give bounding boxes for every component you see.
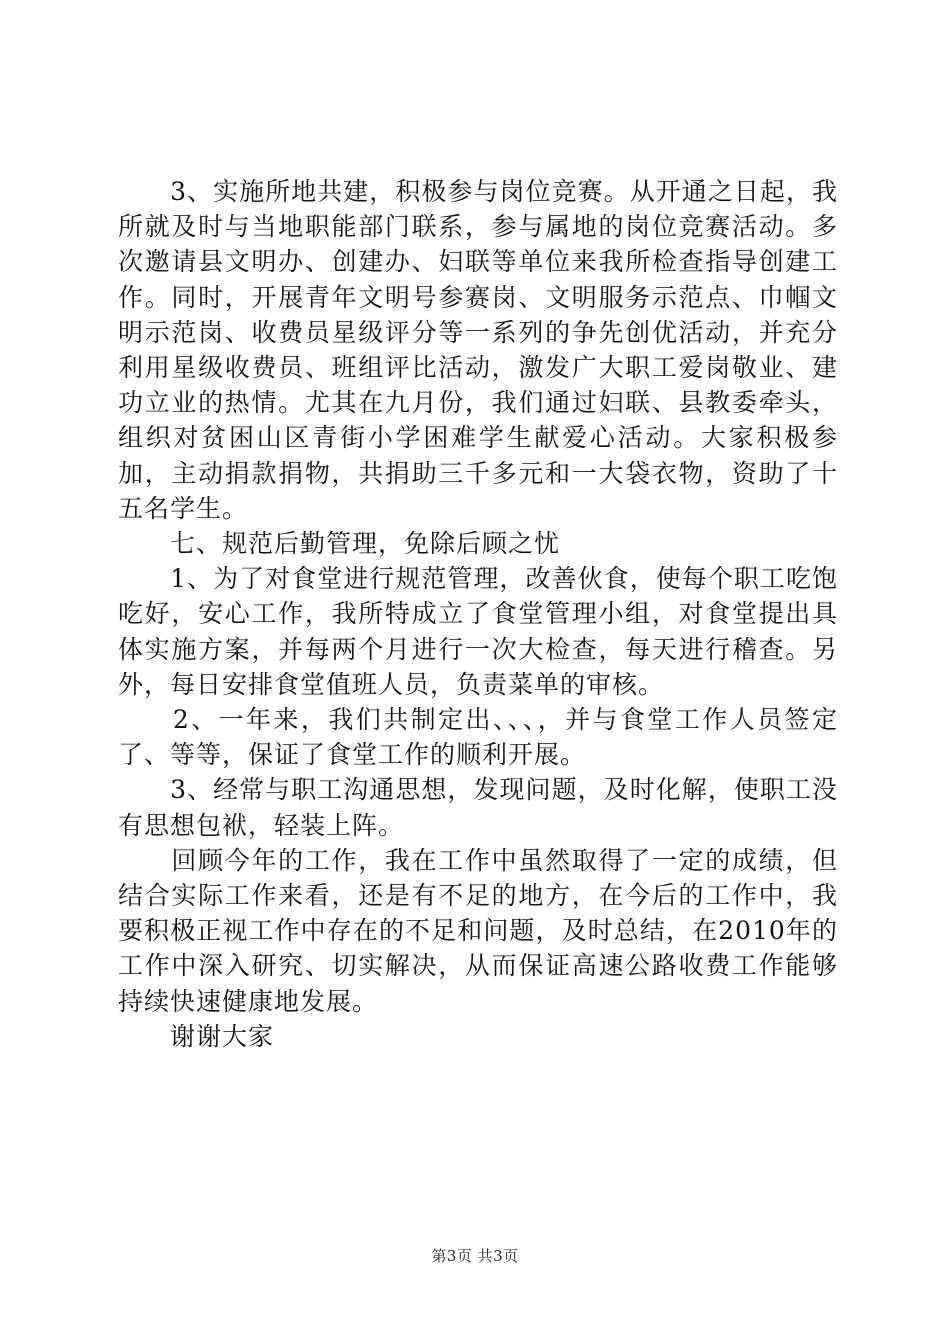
- section-heading-logistics: 七、规范后勤管理，免除后顾之忧: [118, 529, 561, 559]
- paragraph-canteen-rules: 2、一年来，我们共制定出、、、，并与食堂工作人员签定了、等等，保证了食堂工作的顺利开展。: [118, 705, 838, 770]
- paragraph-closing-thanks: 谢谢大家: [118, 1021, 275, 1051]
- paragraph-staff-communication: 3、经常与职工沟通思想，发现问题，及时化解，使职工没有思想包袱，轻装上阵。: [118, 775, 838, 840]
- paragraph-community-cooperation: 3、实施所地共建，积极参与岗位竞赛。从开通之日起，我所就及时与当地职能部门联系，参与属地的岗位竞赛活动。多次邀请县文明办、创建办、妇联等单位来我所检查指导创建工作。同时，开展青年文明号参赛岗、文明服务示范点、巾帼文明示范岗、收费员星级评分等一系列的争先创优活动，并充分利用星级收费员、班组评比活动，激发广大职工爱岗敬业、建功立业的热情。尤其在九月份，我们通过妇联、县教委牵头，组织对贫困山区青街小学困难学生献爱心活动。大家积极参加，主动捐款捐物，共捐助三千多元和一大袋衣物，资助了十五名学生。: [118, 177, 838, 523]
- paragraph-annual-review: 回顾今年的工作，我在工作中虽然取得了一定的成绩，但结合实际工作来看，还是有不足的地方，在今后的工作中，我要积极正视工作中存在的不足和问题，及时总结，在2010年的工作中深入研究、切实解决，从而保证高速公路收费工作能够持续快速健康地发展。: [118, 845, 838, 1016]
- document-body: [118, 174, 838, 1054]
- page-number-footer: 第3页 共3页: [431, 1247, 519, 1265]
- paragraph-canteen-management: 1、为了对食堂进行规范管理，改善伙食，使每个职工吃饱吃好，安心工作，我所特成立了食堂管理小组，对食堂提出具体实施方案，并每两个月进行一次大检查，每天进行稽查。另外，每日安排食堂值班人员，负责菜单的审核。: [118, 564, 838, 699]
